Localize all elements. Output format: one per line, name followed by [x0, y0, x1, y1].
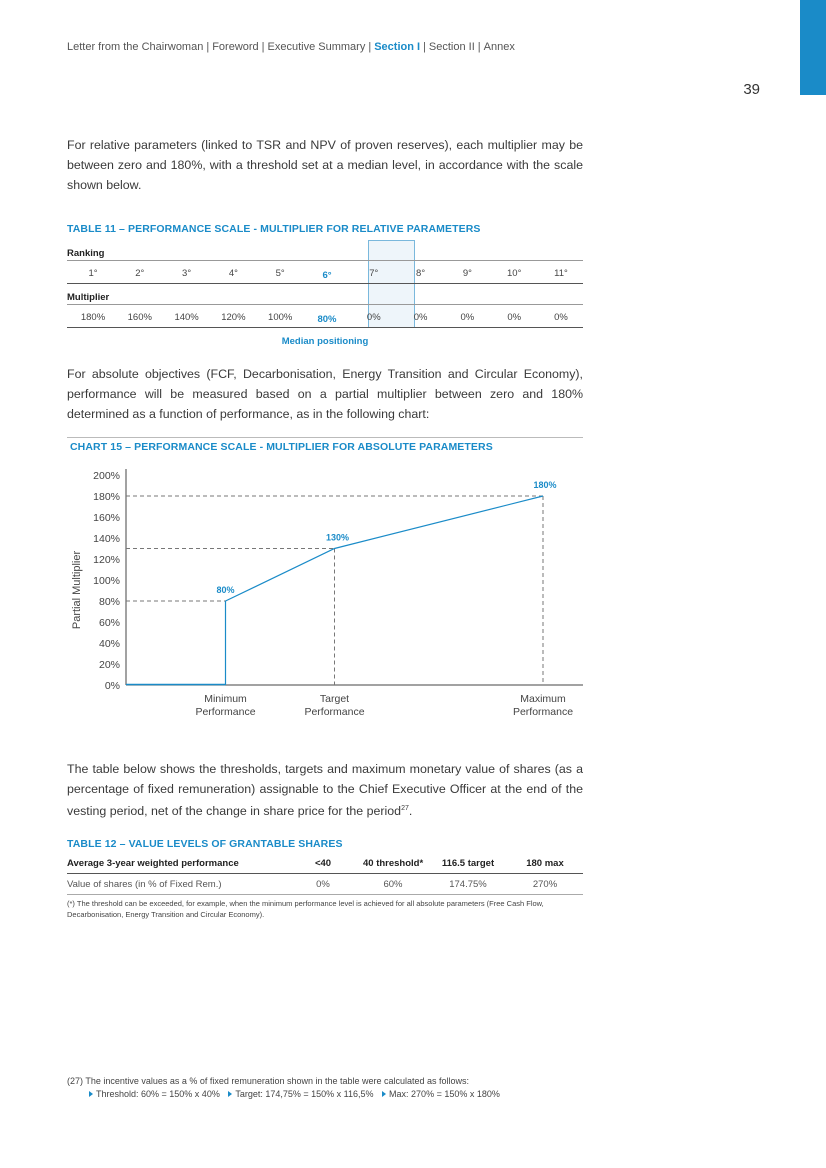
table-12-header-lt40: <40 — [314, 858, 332, 869]
shares-paragraph-end: . — [408, 804, 413, 819]
ranking-cell: 6° — [322, 270, 332, 281]
table-12-value-threshold: 60% — [383, 879, 403, 890]
y-tick-label: 0% — [104, 680, 120, 692]
multiplier-cell: 0% — [507, 312, 522, 323]
x-category-label-line1: Minimum — [204, 693, 247, 705]
ranking-cell: 5° — [275, 268, 285, 279]
table-rule — [67, 873, 583, 874]
breadcrumb-item-section-1[interactable]: Section I — [374, 41, 421, 53]
y-tick-label: 100% — [93, 575, 120, 587]
intro-paragraph: For relative parameters (linked to TSR and NPV of proven reserves), each multiplier may be between zero and 180%, with a threshold set at a median level, in accordance with the scale shown below. — [67, 138, 583, 192]
chart-top-rule — [67, 437, 583, 438]
footnote-text: (27) The incentive values as a % of fixed remuneration shown in the table were calculated as follows: — [67, 1076, 470, 1086]
data-label: 130% — [325, 532, 350, 543]
footnote-27 — [67, 1075, 506, 1101]
table-rule — [67, 260, 583, 261]
y-tick-label: 60% — [98, 617, 120, 629]
multiplier-cell: 0% — [554, 312, 568, 323]
ranking-cell: 11° — [554, 268, 568, 279]
x-category-label-line2: Performance — [512, 706, 574, 718]
footnote-items — [89, 1088, 506, 1101]
page-number: 39 — [743, 81, 760, 98]
ranking-cell: 7° — [369, 268, 379, 279]
shares-paragraph-text: The table below shows the thresholds, targets and maximum monetary value of shares (as a percentage of fixed remuneration) assignable to the Chief Executive Officer at the end of the vesting period, net of the change in share price for the period — [67, 762, 583, 819]
breadcrumb-item-chairwoman[interactable]: Letter from the Chairwoman — [67, 41, 204, 53]
footnote-item-max: Max: 270% = 150% x 180% — [389, 1089, 500, 1099]
chart-15-title: CHART 15 – PERFORMANCE SCALE - MULTIPLIER FOR ABSOLUTE PARAMETERS — [70, 441, 493, 453]
table-rule — [67, 283, 583, 284]
multiplier-cell: 0% — [460, 312, 475, 323]
y-tick-label: 40% — [98, 638, 120, 650]
table-12-note: (*) The threshold can be exceeded, for example, when the minimum performance level is achieved for all absolute parameters (Free Cash Flow, Decarbonisation, Energy Transition and Circular Economy). — [67, 899, 544, 919]
ranking-cell: 1° — [88, 268, 98, 279]
table-12-header-target: 116.5 target — [441, 858, 495, 869]
breadcrumb-item-executive-summary[interactable]: Executive Summary — [267, 41, 366, 53]
footnote-item — [228, 1089, 373, 1099]
table-12-value-target: 174.75% — [449, 879, 487, 890]
y-tick-label: 80% — [98, 596, 120, 608]
footnote-item-threshold: Threshold: 60% = 150% x 40% — [96, 1089, 220, 1099]
x-category-label-line1: Maximum — [520, 693, 566, 705]
breadcrumb-item-section-2[interactable]: Section II — [428, 41, 475, 53]
x-category-label-line2: Performance — [304, 706, 365, 718]
footnote-ref[interactable]: 27 — [401, 805, 409, 812]
table-12-value-lt40: 0% — [316, 879, 330, 890]
data-label: 180% — [533, 480, 557, 490]
x-category-label-line1: Target — [319, 693, 350, 705]
ranking-cell: 9° — [462, 268, 472, 279]
ranking-cell: 8° — [416, 268, 426, 279]
y-tick-label: 180% — [93, 491, 120, 503]
performance-chart — [60, 462, 590, 727]
multiplier-cell: 0% — [413, 312, 428, 323]
footnote-item — [382, 1089, 500, 1099]
multiplier-cell: 160% — [127, 312, 152, 323]
median-positioning-label: Median positioning — [281, 336, 369, 347]
triangle-bullet-icon — [228, 1091, 232, 1097]
table-12-row-label: Value of shares (in % of Fixed Rem.) — [67, 879, 222, 890]
y-tick-label: 200% — [93, 470, 120, 482]
table-rule — [67, 894, 583, 895]
breadcrumb: Letter from the Chairwoman | Foreword | Executive Summary | Section I | Section II | Annex — [67, 41, 515, 53]
table-12-title: TABLE 12 – VALUE LEVELS OF GRANTABLE SHARES — [67, 838, 343, 850]
x-category-label-line2: Performance — [195, 706, 256, 718]
breadcrumb-item-annex[interactable]: Annex — [483, 41, 515, 53]
multiplier-cell: 100% — [268, 312, 293, 323]
ranking-cell: 3° — [182, 268, 192, 279]
multiplier-label: Multiplier — [67, 292, 110, 303]
ranking-cell: 10° — [507, 268, 522, 279]
table-12-value-max: 270% — [532, 879, 558, 890]
table-12-header-max: 180 max — [526, 858, 564, 869]
y-tick-label: 20% — [98, 659, 120, 671]
y-tick-label: 120% — [93, 554, 120, 566]
footnote-item-target: Target: 174,75% = 150% x 116,5% — [235, 1089, 374, 1099]
table-rule — [67, 304, 583, 305]
table-12-header-performance: Average 3-year weighted performance — [67, 858, 239, 869]
multiplier-cell: 140% — [174, 312, 199, 323]
table-11-title: TABLE 11 – PERFORMANCE SCALE - MULTIPLIER FOR RELATIVE PARAMETERS — [67, 223, 481, 235]
ranking-cell: 4° — [228, 268, 238, 279]
triangle-bullet-icon — [89, 1091, 93, 1097]
footnote-item — [89, 1089, 220, 1099]
table-rule — [67, 327, 583, 328]
data-label: 80% — [216, 585, 235, 595]
y-tick-label: 140% — [93, 533, 120, 545]
ranking-cell: 2° — [135, 268, 145, 279]
table-11 — [67, 240, 583, 350]
multiplier-cell: 0% — [366, 312, 381, 323]
shares-paragraph — [67, 759, 583, 821]
breadcrumb-item-foreword[interactable]: Foreword — [212, 41, 259, 53]
absolute-objectives-paragraph: For absolute objectives (FCF, Decarbonisation, Energy Transition and Circular Economy), performance will be measured based on a partial multiplier between zero and 180% determined as a function of performance, as in the following chart: — [67, 367, 583, 421]
multiplier-cell: 180% — [80, 312, 106, 323]
multiplier-cell: 80% — [317, 314, 337, 325]
triangle-bullet-icon — [382, 1091, 386, 1097]
y-tick-label: 160% — [93, 512, 120, 524]
multiplier-cell: 120% — [221, 312, 246, 323]
ranking-label: Ranking — [67, 248, 105, 259]
y-axis-label: Partial Multiplier — [71, 550, 83, 630]
table-12-header-threshold: 40 threshold* — [363, 858, 424, 869]
section-tab-marker — [800, 0, 826, 95]
